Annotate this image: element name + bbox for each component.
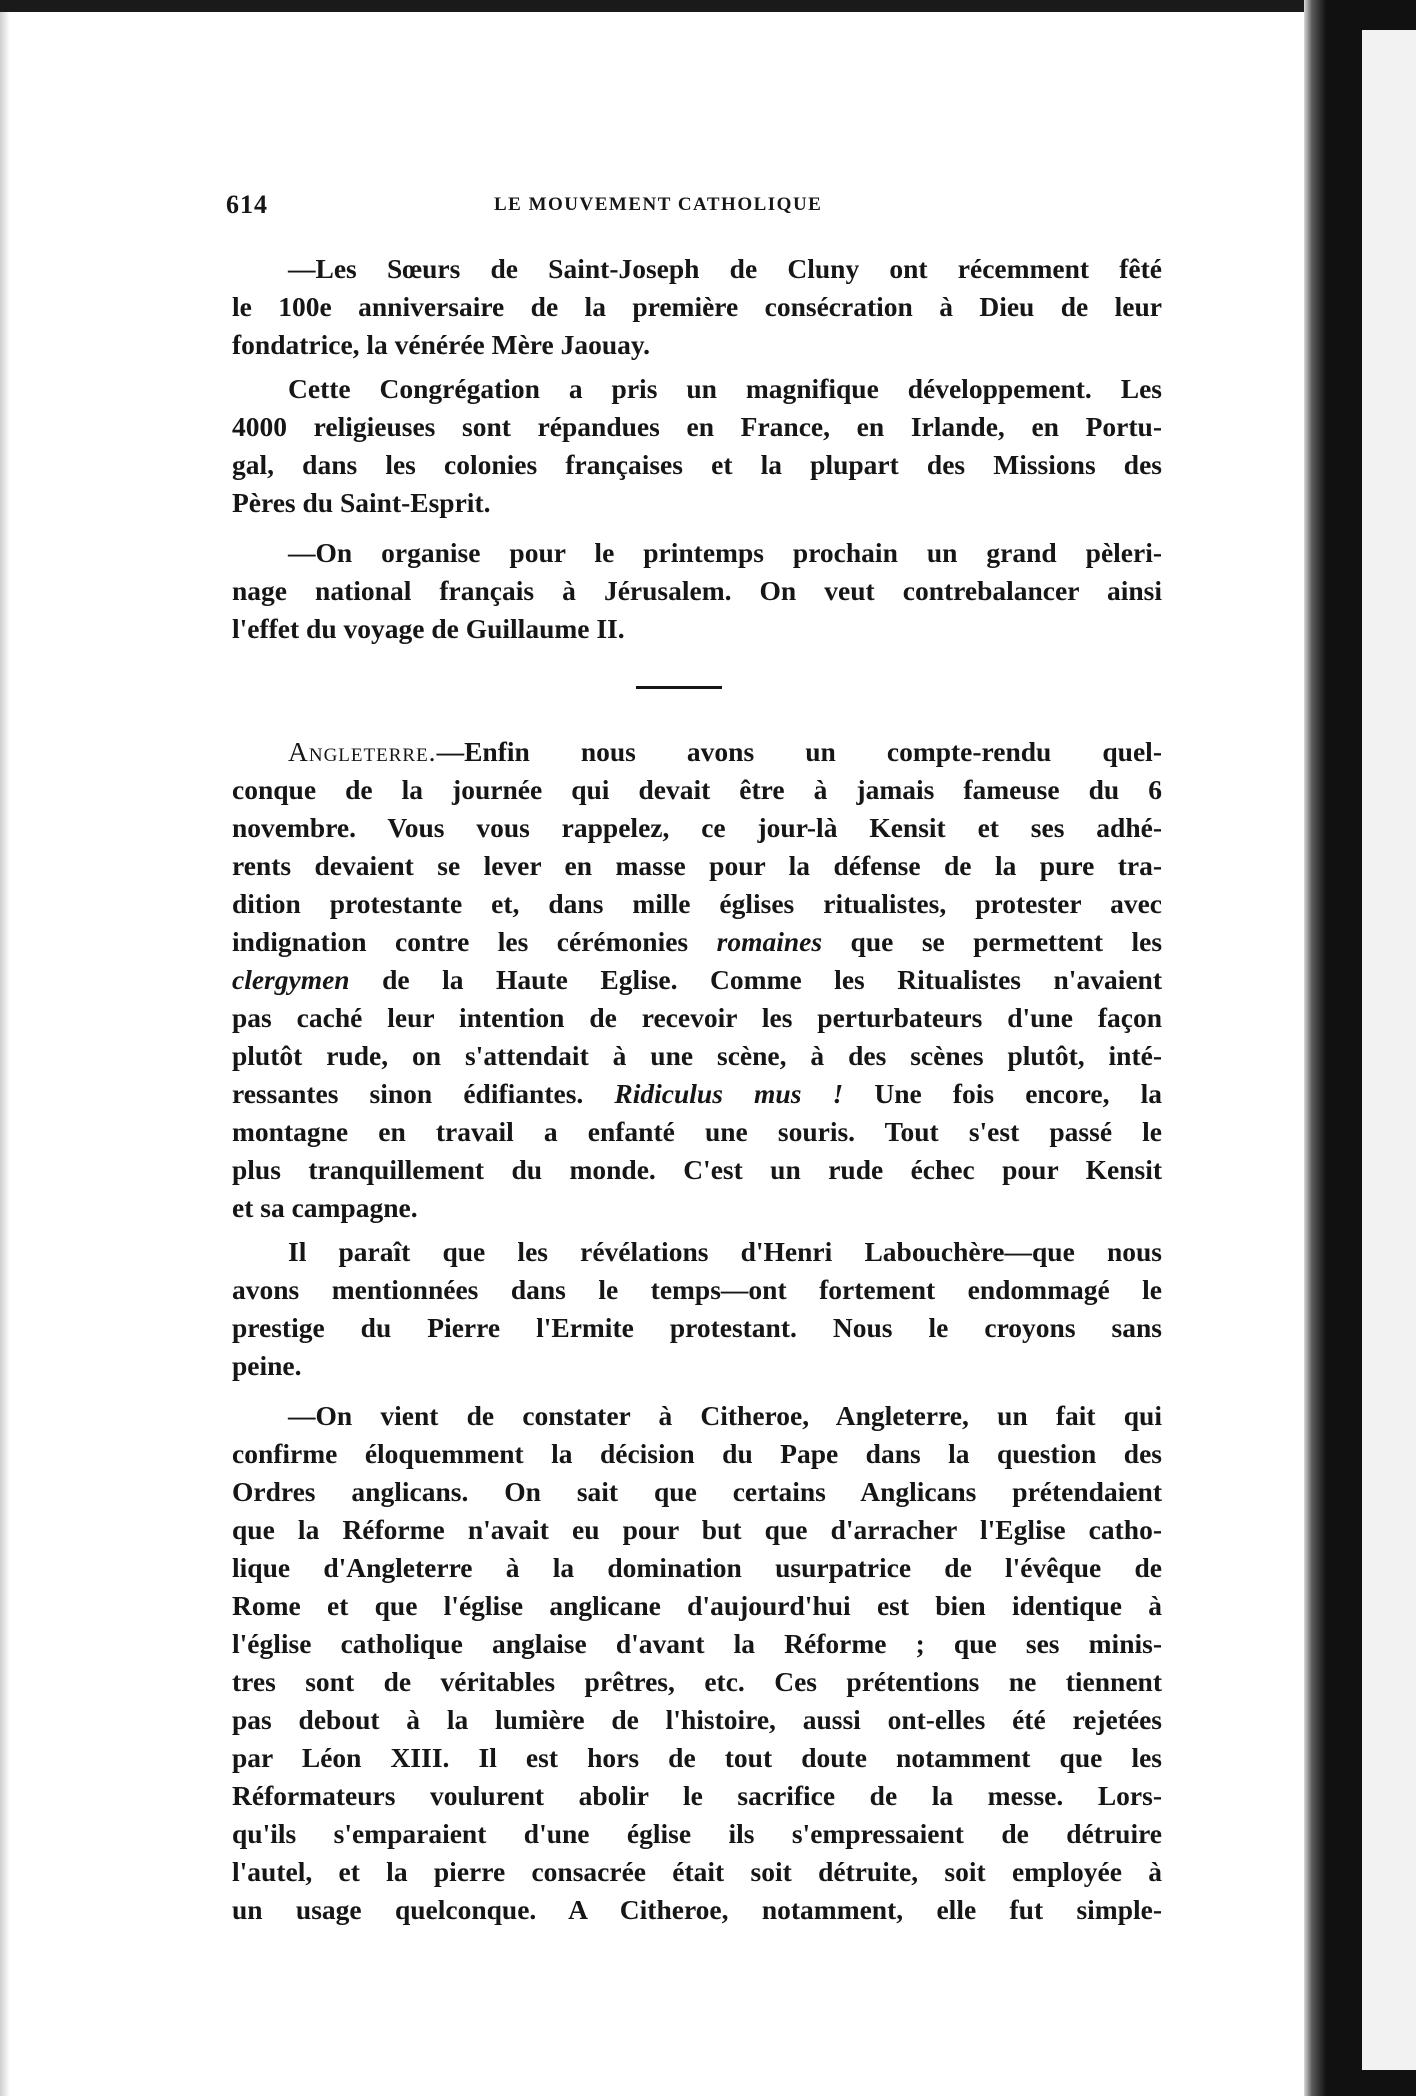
text-line	[232, 1075, 1162, 1113]
scan-top-border	[0, 0, 1416, 12]
text-line: conque de la journée qui devait être à jamais fameuse du 6	[232, 774, 1162, 805]
text-line: nage national français à Jérusalem. On veut contrebalancer ainsi	[232, 575, 1162, 606]
scan-right-border	[1304, 0, 1416, 2096]
text-line: que la Réforme n'avait eu pour but que d'arracher l'Eglise catho-	[232, 1514, 1162, 1545]
text-line: —On organise pour le printemps prochain un grand pèleri-	[288, 537, 1162, 568]
text-line	[232, 923, 1162, 961]
text-line: tres sont de véritables prêtres, etc. Ces prétentions ne tiennent	[232, 1666, 1162, 1697]
text-line: montagne en travail a enfanté une souris. Tout s'est passé le	[232, 1116, 1162, 1147]
text-line: par Léon XIII. Il est hors de tout doute notamment que les	[232, 1742, 1162, 1773]
text-line: un usage quelconque. A Citheroe, notamment, elle fut simple-	[232, 1894, 1162, 1925]
page-body	[226, 190, 1163, 1929]
text-line: qu'ils s'emparaient d'une église ils s'empressaient de détruire	[232, 1818, 1162, 1849]
running-title: LE MOUVEMENT CATHOLIQUE	[494, 194, 823, 215]
section-heading-angleterre: Angleterre.	[288, 736, 437, 767]
text-line: Rome et que l'église anglicane d'aujourd'hui est bien identique à	[232, 1590, 1162, 1621]
text-line: lique d'Angleterre à la domination usurpatrice de l'évêque de	[232, 1552, 1162, 1583]
paragraph-congregation	[232, 370, 1162, 522]
paragraph-soeurs-cluny	[232, 250, 1162, 364]
italic-text: romaines	[716, 926, 823, 957]
text-line: 4000 religieuses sont répandues en France, en Irlande, en Portu-	[232, 411, 1162, 442]
text-line: Cette Congrégation a pris un magnifique développement. Les	[288, 373, 1162, 404]
text-run: que se permettent les	[850, 926, 1163, 957]
italic-text: Ridiculus mus !	[614, 1078, 844, 1109]
adjacent-page-sliver	[1362, 30, 1416, 2070]
text-run: —Enfin nous avons un compte-rendu quel-	[436, 736, 1162, 767]
text-line	[232, 961, 1162, 999]
text-line: dition protestante et, dans mille églises ritualistes, protester avec	[232, 888, 1162, 919]
text-line	[232, 733, 1162, 771]
text-line: confirme éloquemment la décision du Pape dans la question des	[232, 1438, 1162, 1469]
text-line: gal, dans les colonies françaises et la plupart des Missions des	[232, 449, 1162, 480]
text-run: de la Haute Eglise. Comme les Ritualistes n'avaient	[382, 964, 1162, 995]
text-line: novembre. Vous vous rappelez, ce jour-là Kensit et ses adhé-	[232, 812, 1162, 843]
page-header	[226, 190, 1162, 230]
text-line: le 100e anniversaire de la première consécration à Dieu de leur	[232, 291, 1162, 322]
scan-left-shade	[0, 12, 10, 2096]
page-number: 614	[226, 190, 268, 219]
text-line: prestige du Pierre l'Ermite protestant. Nous le croyons sans	[232, 1312, 1162, 1343]
text-line: l'église catholique anglaise d'avant la Réforme ; que ses minis-	[232, 1628, 1162, 1659]
text-line: avons mentionnées dans le temps—ont fortement endommagé le	[232, 1274, 1162, 1305]
text-line: Pères du Saint-Esprit.	[232, 487, 491, 518]
text-line: Réformateurs voulurent abolir le sacrifice de la messe. Lors-	[232, 1780, 1162, 1811]
text-line: peine.	[232, 1350, 302, 1381]
paragraph-citheroe	[232, 1397, 1162, 1929]
paragraph-pelerinage	[232, 534, 1162, 648]
text-line: plus tranquillement du monde. C'est un rude échec pour Kensit	[232, 1154, 1162, 1185]
text-line: —On vient de constater à Citheroe, Angleterre, un fait qui	[288, 1400, 1162, 1431]
text-line: l'effet du voyage de Guillaume II.	[232, 613, 625, 644]
text-line: Il paraît que les révélations d'Henri Labouchère—que nous	[288, 1236, 1162, 1267]
text-line: pas caché leur intention de recevoir les perturbateurs d'une façon	[232, 1002, 1162, 1033]
italic-text: clergymen	[232, 964, 350, 995]
text-run: indignation contre les cérémonies	[232, 926, 689, 957]
text-line: et sa campagne.	[232, 1192, 418, 1223]
paragraph-labouchere	[232, 1233, 1162, 1385]
text-line: l'autel, et la pierre consacrée était soit détruite, soit employée à	[232, 1856, 1162, 1887]
text-line: pas debout à la lumière de l'histoire, aussi ont-elles été rejetées	[232, 1704, 1162, 1735]
paragraph-angleterre	[232, 733, 1162, 1227]
text-run: Une fois encore, la	[874, 1078, 1162, 1109]
text-line: rents devaient se lever en masse pour la défense de la pure tra-	[232, 850, 1162, 881]
text-run: ressantes sinon édifiantes.	[232, 1078, 584, 1109]
text-line: plutôt rude, on s'attendait à une scène, à des scènes plutôt, inté-	[232, 1040, 1162, 1071]
section-divider-rule	[636, 686, 722, 689]
text-line: Ordres anglicans. On sait que certains Anglicans prétendaient	[232, 1476, 1162, 1507]
text-line: —Les Sœurs de Saint-Joseph de Cluny ont récemment fêté	[288, 253, 1162, 284]
text-line: fondatrice, la vénérée Mère Jaouay.	[232, 329, 650, 360]
